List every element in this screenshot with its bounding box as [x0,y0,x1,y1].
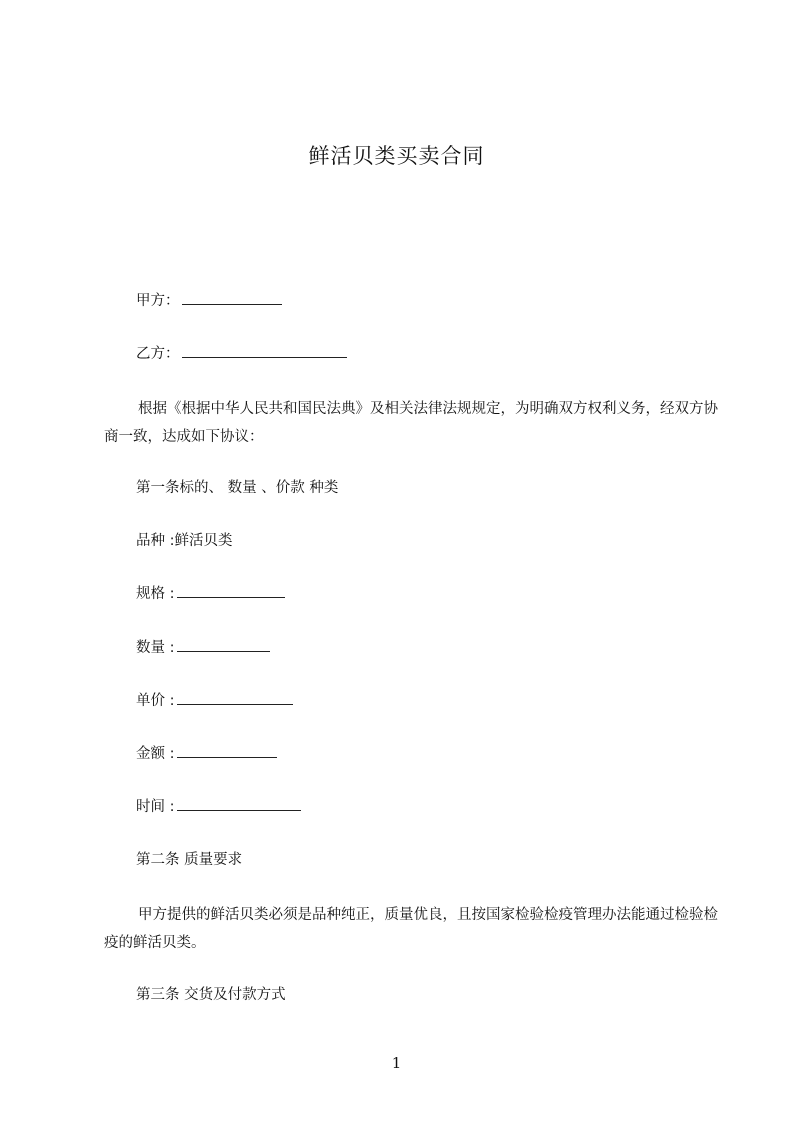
variety-value: 鲜活贝类 [174,533,233,549]
amount-blank [177,743,277,758]
party-a-line [136,290,282,312]
quantity-label: 数量 : [136,640,175,656]
party-b-label: 乙方： [136,346,180,362]
document-title: 鲜活贝类买卖合同 [308,144,485,168]
spec-blank [177,583,285,598]
time-line [136,796,301,818]
time-label: 时间 : [136,799,175,815]
unit-price-blank [177,690,293,705]
unit-price-label: 单价 : [136,693,175,709]
spec-label: 规格 : [136,586,175,602]
party-a-blank [182,290,282,305]
quantity-line [136,637,270,659]
party-b-line [136,343,347,365]
party-b-blank [182,343,347,358]
article2-paragraph: 甲方提供的鲜活贝类必须是品种纯正，质量优良，且按国家检验检疫管理办法能通过检验检疫的鲜活贝类。 [104,907,718,951]
amount-label: 金额 : [136,746,175,762]
amount-line [136,743,277,765]
article3-heading: 第三条 交货及付款方式 [136,987,286,1003]
time-blank [177,796,301,811]
unit-price-line [136,690,293,712]
page-number: 1 [391,1054,402,1072]
variety-line [136,530,233,552]
variety-label: 品种 : [136,533,175,549]
preamble-paragraph: 根据《根据中华人民共和国民法典》及相关法律法规规定，为明确双方权利义务，经双方协商一致，达成如下协议： [104,401,718,445]
article2-heading: 第二条 质量要求 [136,852,243,868]
party-a-label: 甲方： [136,293,180,309]
article1-heading: 第一条标的、 数量 、价款 种类 [136,480,339,496]
spec-line [136,583,285,605]
quantity-blank [177,637,270,652]
